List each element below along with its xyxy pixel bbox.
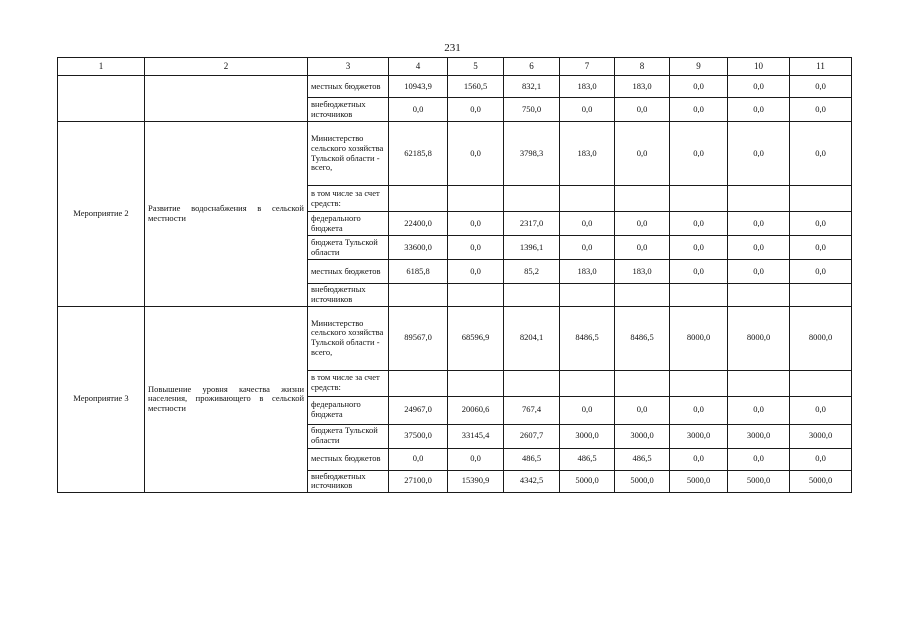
funding-source-cell: бюджета Тульской области bbox=[308, 236, 389, 260]
value-cell bbox=[389, 186, 448, 212]
value-cell: 0,0 bbox=[615, 396, 670, 424]
value-cell bbox=[790, 370, 852, 396]
value-cell: 183,0 bbox=[615, 76, 670, 98]
value-cell: 5000,0 bbox=[728, 470, 790, 493]
value-cell: 0,0 bbox=[560, 236, 615, 260]
value-cell: 0,0 bbox=[670, 260, 728, 284]
value-cell: 1560,5 bbox=[448, 76, 504, 98]
value-cell: 0,0 bbox=[389, 448, 448, 470]
column-header: 5 bbox=[448, 58, 504, 76]
value-cell: 8486,5 bbox=[615, 306, 670, 370]
funding-source-cell: внебюджетных источников bbox=[308, 284, 389, 307]
value-cell bbox=[670, 186, 728, 212]
value-cell bbox=[615, 370, 670, 396]
value-cell: 0,0 bbox=[615, 122, 670, 186]
value-cell: 0,0 bbox=[790, 76, 852, 98]
value-cell bbox=[504, 370, 560, 396]
value-cell: 0,0 bbox=[728, 396, 790, 424]
value-cell: 0,0 bbox=[389, 98, 448, 122]
value-cell: 832,1 bbox=[504, 76, 560, 98]
value-cell: 0,0 bbox=[448, 98, 504, 122]
value-cell: 0,0 bbox=[615, 98, 670, 122]
value-cell: 0,0 bbox=[615, 212, 670, 236]
measure-cell bbox=[58, 76, 145, 122]
column-header: 7 bbox=[560, 58, 615, 76]
value-cell bbox=[448, 186, 504, 212]
value-cell: 3000,0 bbox=[560, 424, 615, 448]
value-cell bbox=[448, 370, 504, 396]
value-cell: 0,0 bbox=[790, 236, 852, 260]
budget-table bbox=[57, 57, 852, 493]
funding-source-cell: местных бюджетов bbox=[308, 76, 389, 98]
measure-cell: Мероприятие 2 bbox=[58, 122, 145, 307]
value-cell: 2317,0 bbox=[504, 212, 560, 236]
value-cell: 0,0 bbox=[448, 260, 504, 284]
value-cell: 486,5 bbox=[504, 448, 560, 470]
value-cell: 0,0 bbox=[448, 236, 504, 260]
table-row bbox=[58, 76, 852, 98]
value-cell: 89567,0 bbox=[389, 306, 448, 370]
value-cell: 0,0 bbox=[670, 98, 728, 122]
column-header: 11 bbox=[790, 58, 852, 76]
value-cell: 0,0 bbox=[670, 448, 728, 470]
funding-source-cell: местных бюджетов bbox=[308, 260, 389, 284]
value-cell bbox=[790, 186, 852, 212]
value-cell: 8204,1 bbox=[504, 306, 560, 370]
value-cell: 3000,0 bbox=[615, 424, 670, 448]
value-cell: 5000,0 bbox=[790, 470, 852, 493]
value-cell: 183,0 bbox=[560, 260, 615, 284]
value-cell: 0,0 bbox=[728, 236, 790, 260]
value-cell: 0,0 bbox=[728, 98, 790, 122]
value-cell bbox=[670, 370, 728, 396]
page-number: 231 bbox=[444, 42, 461, 54]
value-cell: 3000,0 bbox=[670, 424, 728, 448]
value-cell: 37500,0 bbox=[389, 424, 448, 448]
measure-cell: Мероприятие 3 bbox=[58, 306, 145, 493]
value-cell: 85,2 bbox=[504, 260, 560, 284]
value-cell: 0,0 bbox=[560, 98, 615, 122]
value-cell: 0,0 bbox=[670, 212, 728, 236]
value-cell: 0,0 bbox=[560, 396, 615, 424]
value-cell: 0,0 bbox=[790, 122, 852, 186]
funding-source-cell: федерального бюджета bbox=[308, 212, 389, 236]
value-cell bbox=[448, 284, 504, 307]
value-cell bbox=[615, 284, 670, 307]
value-cell: 0,0 bbox=[728, 448, 790, 470]
value-cell: 750,0 bbox=[504, 98, 560, 122]
value-cell: 4342,5 bbox=[504, 470, 560, 493]
value-cell bbox=[728, 284, 790, 307]
value-cell: 8486,5 bbox=[560, 306, 615, 370]
value-cell bbox=[389, 370, 448, 396]
value-cell: 15390,9 bbox=[448, 470, 504, 493]
description-cell: Повышение уровня качества жизни населения, проживающего в сельской местности bbox=[145, 306, 308, 493]
value-cell bbox=[560, 370, 615, 396]
value-cell bbox=[560, 186, 615, 212]
value-cell: 0,0 bbox=[790, 212, 852, 236]
funding-source-cell: в том числе за счет средств: bbox=[308, 186, 389, 212]
column-header: 2 bbox=[145, 58, 308, 76]
value-cell: 8000,0 bbox=[670, 306, 728, 370]
value-cell: 1396,1 bbox=[504, 236, 560, 260]
value-cell: 183,0 bbox=[560, 122, 615, 186]
value-cell: 68596,9 bbox=[448, 306, 504, 370]
funding-source-cell: Министерство сельского хозяйства Тульской области - всего, bbox=[308, 306, 389, 370]
description-cell: Развитие водоснабжения в сельской местности bbox=[145, 122, 308, 307]
value-cell: 33600,0 bbox=[389, 236, 448, 260]
value-cell: 0,0 bbox=[728, 212, 790, 236]
value-cell: 0,0 bbox=[615, 236, 670, 260]
value-cell: 20060,6 bbox=[448, 396, 504, 424]
value-cell bbox=[728, 186, 790, 212]
value-cell: 486,5 bbox=[615, 448, 670, 470]
value-cell: 3000,0 bbox=[728, 424, 790, 448]
value-cell: 10943,9 bbox=[389, 76, 448, 98]
header-row bbox=[58, 58, 852, 76]
value-cell: 0,0 bbox=[670, 122, 728, 186]
value-cell: 0,0 bbox=[790, 260, 852, 284]
value-cell: 0,0 bbox=[728, 260, 790, 284]
column-header: 6 bbox=[504, 58, 560, 76]
funding-source-cell: местных бюджетов bbox=[308, 448, 389, 470]
funding-source-cell: внебюджетных источников bbox=[308, 98, 389, 122]
funding-source-cell: федерального бюджета bbox=[308, 396, 389, 424]
value-cell: 27100,0 bbox=[389, 470, 448, 493]
value-cell bbox=[728, 370, 790, 396]
value-cell bbox=[560, 284, 615, 307]
table-body bbox=[58, 76, 852, 493]
value-cell: 3000,0 bbox=[790, 424, 852, 448]
value-cell: 8000,0 bbox=[790, 306, 852, 370]
value-cell bbox=[504, 284, 560, 307]
value-cell: 0,0 bbox=[728, 76, 790, 98]
value-cell: 0,0 bbox=[790, 396, 852, 424]
value-cell: 0,0 bbox=[560, 212, 615, 236]
value-cell: 0,0 bbox=[670, 396, 728, 424]
table-row bbox=[58, 122, 852, 186]
funding-source-cell: Министерство сельского хозяйства Тульской области - всего, bbox=[308, 122, 389, 186]
value-cell: 0,0 bbox=[790, 448, 852, 470]
value-cell: 24967,0 bbox=[389, 396, 448, 424]
value-cell bbox=[790, 284, 852, 307]
column-header: 9 bbox=[670, 58, 728, 76]
value-cell: 767,4 bbox=[504, 396, 560, 424]
value-cell: 5000,0 bbox=[670, 470, 728, 493]
description-cell bbox=[145, 76, 308, 122]
value-cell bbox=[615, 186, 670, 212]
column-header: 10 bbox=[728, 58, 790, 76]
value-cell: 486,5 bbox=[560, 448, 615, 470]
table-row bbox=[58, 306, 852, 370]
column-header: 1 bbox=[58, 58, 145, 76]
value-cell: 22400,0 bbox=[389, 212, 448, 236]
column-header: 3 bbox=[308, 58, 389, 76]
value-cell: 0,0 bbox=[670, 236, 728, 260]
funding-source-cell: в том числе за счет средств: bbox=[308, 370, 389, 396]
value-cell: 0,0 bbox=[728, 122, 790, 186]
value-cell: 0,0 bbox=[448, 448, 504, 470]
value-cell: 8000,0 bbox=[728, 306, 790, 370]
value-cell: 183,0 bbox=[560, 76, 615, 98]
value-cell: 2607,7 bbox=[504, 424, 560, 448]
column-header: 8 bbox=[615, 58, 670, 76]
value-cell bbox=[504, 186, 560, 212]
value-cell: 0,0 bbox=[790, 98, 852, 122]
value-cell: 0,0 bbox=[448, 122, 504, 186]
value-cell: 0,0 bbox=[670, 76, 728, 98]
value-cell bbox=[389, 284, 448, 307]
funding-source-cell: бюджета Тульской области bbox=[308, 424, 389, 448]
value-cell: 6185,8 bbox=[389, 260, 448, 284]
value-cell bbox=[670, 284, 728, 307]
value-cell: 183,0 bbox=[615, 260, 670, 284]
value-cell: 62185,8 bbox=[389, 122, 448, 186]
value-cell: 0,0 bbox=[448, 212, 504, 236]
column-header: 4 bbox=[389, 58, 448, 76]
value-cell: 33145,4 bbox=[448, 424, 504, 448]
value-cell: 3798,3 bbox=[504, 122, 560, 186]
value-cell: 5000,0 bbox=[615, 470, 670, 493]
value-cell: 5000,0 bbox=[560, 470, 615, 493]
funding-source-cell: внебюджетных источников bbox=[308, 470, 389, 493]
